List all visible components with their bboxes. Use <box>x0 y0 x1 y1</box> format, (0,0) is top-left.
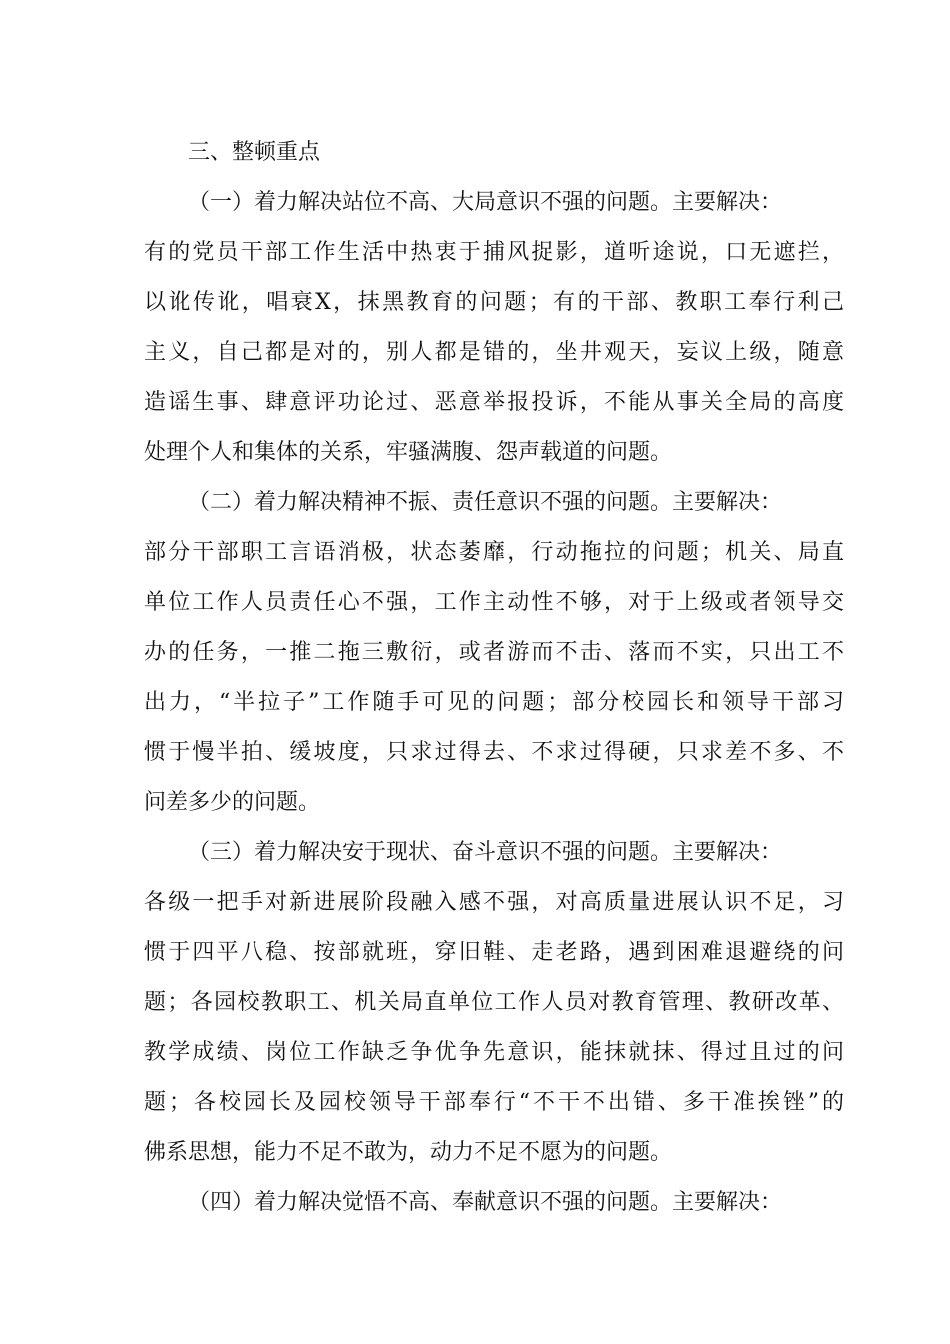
paragraph-line: 出力，“半拉子”工作随手可见的问题；部分校园长和领导干部习 <box>144 690 844 715</box>
paragraph-line: 教学成绩、岗位工作缺乏争优争先意识，能抹就抹、得过且过的问 <box>144 1040 844 1065</box>
paragraph-line: 单位工作人员责任心不强，工作主动性不够，对于上级或者领导交 <box>144 590 844 615</box>
paragraph-line: 办的任务，一推二拖三敷衍，或者游而不击、落而不实，只出工不 <box>144 640 844 665</box>
section-heading: 三、整顿重点 <box>188 140 321 165</box>
paragraph-line: 惯于慢半拍、缓坡度，只求过得去、不求过得硬，只求差不多、不 <box>144 740 844 765</box>
subsection-heading-1: （一）着力解决站位不高、大局意识不强的问题。主要解决： <box>188 190 783 215</box>
paragraph-line: 造谣生事、肆意评功论过、恶意举报投诉，不能从事关全局的高度 <box>144 390 844 415</box>
paragraph-line: 各级一把手对新进展阶段融入感不强，对高质量进展认识不足，习 <box>144 890 844 915</box>
subsection-heading-3: （三）着力解决安于现状、奋斗意识不强的问题。主要解决： <box>188 840 783 865</box>
paragraph-line: 佛系思想，能力不足不敢为，动力不足不愿为的问题。 <box>144 1140 673 1165</box>
document-body <box>144 128 844 1228</box>
paragraph-line: 问差多少的问题。 <box>144 790 321 815</box>
paragraph-line: 部分干部职工言语消极，状态萎靡，行动拖拉的问题；机关、局直 <box>144 540 844 565</box>
paragraph-line: 题；各园校教职工、机关局直单位工作人员对教育管理、教研改革、 <box>144 990 844 1015</box>
paragraph-line: 以讹传讹，唱衰X，抹黑教育的问题；有的干部、教职工奉行利己 <box>144 290 844 315</box>
subsection-heading-4: （四）着力解决觉悟不高、奉献意识不强的问题。主要解决： <box>188 1190 783 1215</box>
paragraph-line: 主义，自己都是对的，别人都是错的，坐井观天，妄议上级，随意 <box>144 340 844 365</box>
paragraph-line: 处理个人和集体的关系，牢骚满腹、怨声载道的问题。 <box>144 440 673 465</box>
paragraph-line: 惯于四平八稳、按部就班，穿旧鞋、走老路，遇到困难退避绕的问 <box>144 940 844 965</box>
paragraph-line: 题；各校园长及园校领导干部奉行“不干不出错、多干准挨锉”的 <box>144 1090 844 1115</box>
paragraph-line: 有的党员干部工作生活中热衷于捕风捉影，道听途说，口无遮拦， <box>144 240 844 265</box>
subsection-heading-2: （二）着力解决精神不振、责任意识不强的问题。主要解决： <box>188 490 783 515</box>
